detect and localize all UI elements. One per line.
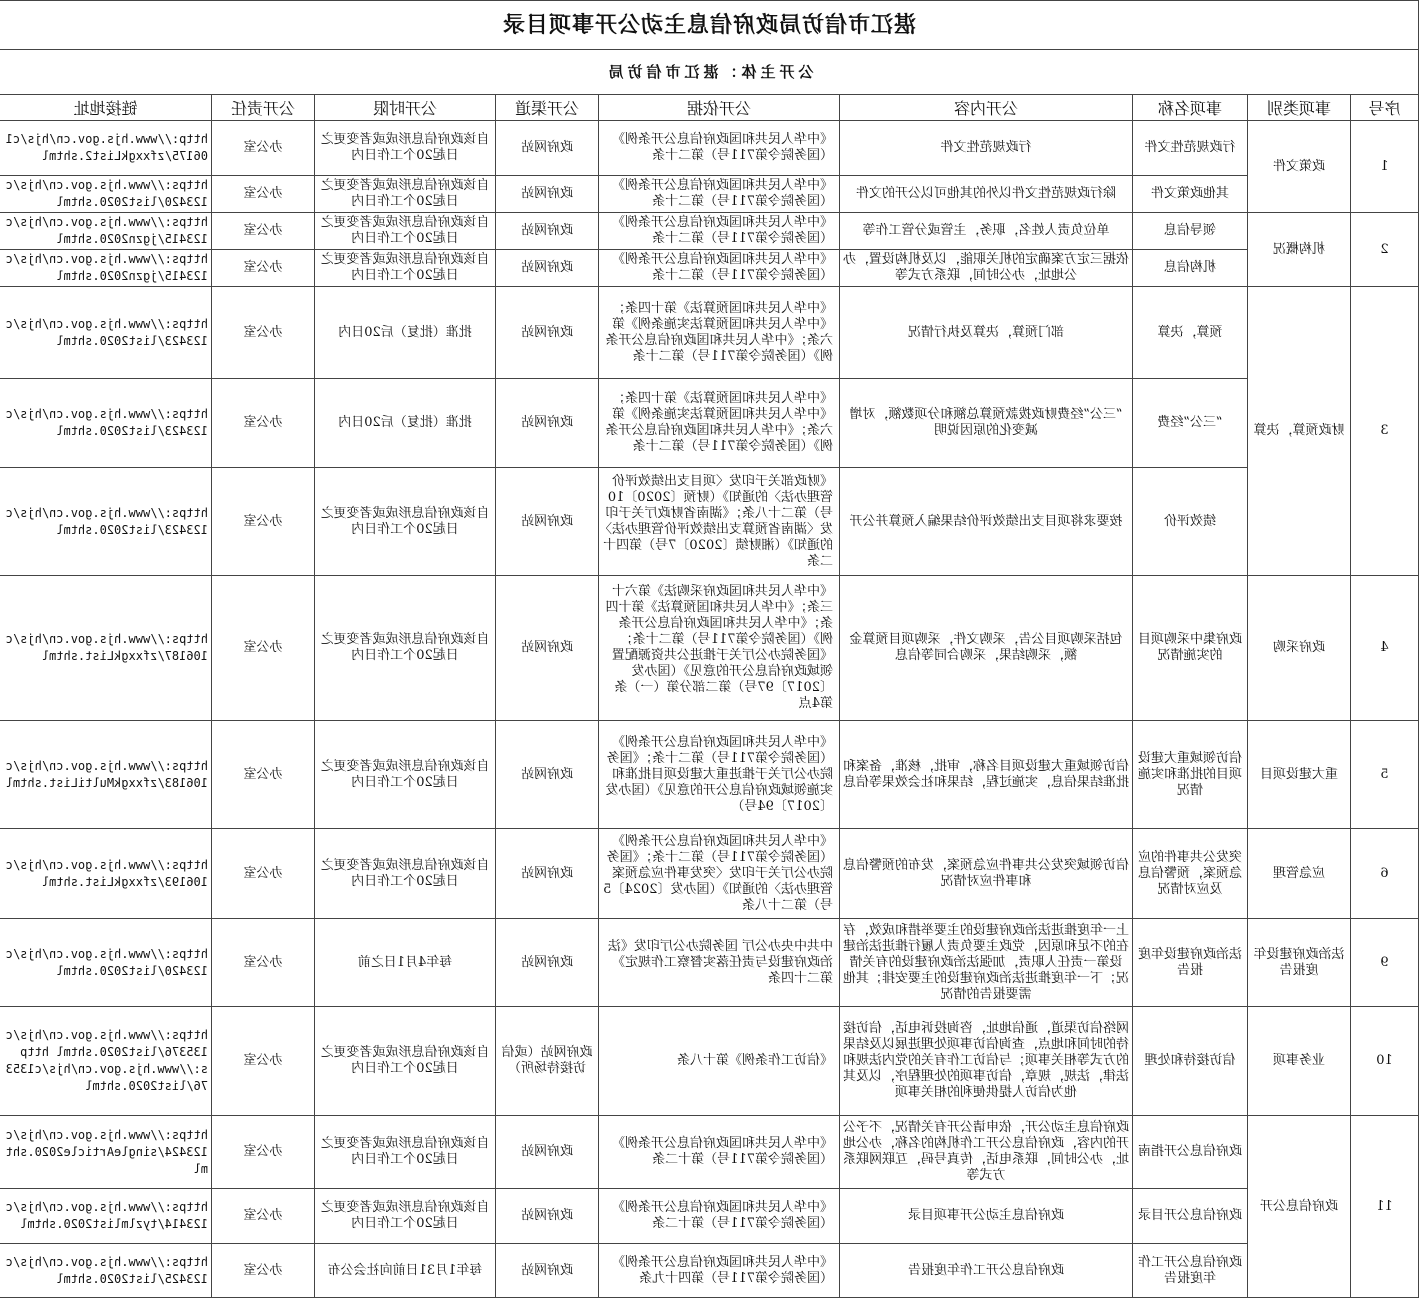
- item-name: 政府信息公开工作年度报告: [1133, 1244, 1248, 1298]
- item-channel: 政府网站: [496, 250, 599, 287]
- item-basis: 《财政部关于印发〈项目支出绩效评价管理办法〉的通知》（财预〔2020〕10号）第二十八条；《湖南省财政厅关于印发〈湖南省预算支出绩效评价管理办法〉的通知》（湘财绩〔2020〕7号）第四十二条: [599, 468, 840, 576]
- item-responsibility: 办公室: [212, 721, 315, 829]
- header-time-limit: 公开时限: [315, 95, 496, 121]
- item-basis: 《中华人民共和国政府采购法》第六十三条；《中华人民共和国预算法》第十四条；《中华人民共和国政府信息公开条例》（国务院令第711号）第二十条；《国务院办公厅关于推进公共资源配置领域政府信息公开的意见》（国办发〔2017〕97号）第二部分第（一）条第4点: [599, 576, 840, 721]
- item-responsibility: 办公室: [212, 379, 315, 468]
- item-channel: 政府网站: [496, 576, 599, 721]
- table-row: [0, 250, 1419, 287]
- item-time-limit: 自该政府信息形成或者变更之日起20个工作日内: [315, 1116, 496, 1189]
- table-row: [0, 379, 1419, 468]
- item-name: 机构信息: [1133, 250, 1248, 287]
- item-content: 单位负责人姓名，职务，主管或分管工作等: [840, 213, 1133, 250]
- item-link[interactable]: https://www.hjs.gov.cn/hjs/c123420/list2020.shtml: [0, 919, 212, 1007]
- item-link[interactable]: https://www.hjs.gov.cn/hjs/c123425/list2020.shtml: [0, 1244, 212, 1298]
- row-category: 政策文件: [1248, 121, 1351, 213]
- item-responsibility: 办公室: [212, 213, 315, 250]
- table-row: [0, 121, 1419, 176]
- item-content: 政府信息主动公开事项目录: [840, 1189, 1133, 1244]
- item-responsibility: 办公室: [212, 1007, 315, 1116]
- item-responsibility: 办公室: [212, 829, 315, 919]
- item-link[interactable]: https://www.hjs.gov.cn/hjs/c123423/list2020.shtml: [0, 468, 212, 576]
- item-name: “三公”经费: [1133, 379, 1248, 468]
- header-category: 事项类别: [1248, 95, 1351, 121]
- item-basis: 《中华人民共和国政府信息公开条例》（国务院令第711号）第十二条: [599, 1189, 840, 1244]
- item-link[interactable]: https://www.hjs.gov.cn/hjs/c123414/tyzlmlist2020.shtml: [0, 1189, 212, 1244]
- item-time-limit: 每年1月31日前向社会公布: [315, 1244, 496, 1298]
- item-link[interactable]: https://www.hjs.gov.cn/hjs/c123423/list2020.shtml: [0, 287, 212, 379]
- item-channel: 政府网站: [496, 1189, 599, 1244]
- item-name: 政府集中采购项目的实施情况: [1133, 576, 1248, 721]
- row-category: 政府信息公开: [1248, 1116, 1351, 1298]
- item-basis: 《中华人民共和国政府信息公开条例》（国务院令第711号）第十二条: [599, 1116, 840, 1189]
- table-row: [0, 721, 1419, 829]
- table-row: [0, 576, 1419, 721]
- item-time-limit: 自该政府信息形成或者变更之日起20个工作日内: [315, 176, 496, 213]
- table-row: [0, 468, 1419, 576]
- row-category: 政府采购: [1248, 576, 1351, 721]
- item-basis: 《中华人民共和国政府信息公开条例》（国务院令第711号）第二十条: [599, 121, 840, 176]
- item-basis: 《中华人民共和国政府信息公开条例》（国务院令第711号）第四十九条: [599, 1244, 840, 1298]
- item-channel: 政府网站: [496, 1116, 599, 1189]
- row-number: 1: [1351, 121, 1419, 213]
- item-link[interactable]: https://www.hjs.gov.cn/hjs/c106193/zfxxgkList.shtml: [0, 829, 212, 919]
- item-basis: 《信访工作条例》第十八条: [599, 1007, 840, 1116]
- item-name: 预算，决算: [1133, 287, 1248, 379]
- table-row: [0, 176, 1419, 213]
- item-name: 绩效评价: [1133, 468, 1248, 576]
- item-link[interactable]: http://www.hjs.gov.cn/hjs/c106175/zfxxgkList2.shtml: [0, 121, 212, 176]
- item-time-limit: 自该政府信息形成或者变更之日起20个工作日内: [315, 250, 496, 287]
- row-number: 11: [1351, 1116, 1419, 1298]
- item-link[interactable]: https://www.hjs.gov.cn/hjs/c106187/zfxxgkList.shtml: [0, 576, 212, 721]
- row-number: 6: [1351, 829, 1419, 919]
- item-time-limit: 自该政府信息形成或者变更之日起20个工作日内: [315, 576, 496, 721]
- header-link: 链接地址: [0, 95, 212, 121]
- item-name: 信访接待和处理: [1133, 1007, 1248, 1116]
- item-time-limit: 批准（批复）后20日内: [315, 287, 496, 379]
- item-basis: 《中华人民共和国政府信息公开条例》（国务院令第711号）第二十条；《国务院办公厅关于推进重大建设项目批准和实施领域政府信息公开的意见》（国办发〔2017〕94号）: [599, 721, 840, 829]
- item-channel: 政府网站: [496, 121, 599, 176]
- item-content: 网络信访渠道，通信地址，咨询投诉电话，信访接待的时间和地点，查询信访事项处理进展以及结果的方式等相关事项；与信访工作有关的党内法规和法律，法规，规章，信访事项的处理程序，以及其他为信访人提供便利的相关事项: [840, 1007, 1133, 1116]
- header-content: 公开内容: [840, 95, 1133, 121]
- item-link[interactable]: https://www.hjs.gov.cn/hjs/c123423/list2020.shtml: [0, 379, 212, 468]
- item-responsibility: 办公室: [212, 121, 315, 176]
- row-category: 重大建设项目: [1248, 721, 1351, 829]
- item-channel: 政府网站（或信访接待场所）: [496, 1007, 599, 1116]
- header-item-name: 事项名称: [1133, 95, 1248, 121]
- item-time-limit: 自该政府信息形成或者变更之日起20个工作日内: [315, 829, 496, 919]
- item-basis: 《中华人民共和国政府信息公开条例》（国务院令第711号）第二十条: [599, 176, 840, 213]
- row-number: 4: [1351, 576, 1419, 721]
- item-content: 按要求将项目支出绩效评价结果编入预算并公开: [840, 468, 1133, 576]
- header-no: 序号: [1351, 95, 1419, 121]
- item-responsibility: 办公室: [212, 576, 315, 721]
- item-time-limit: 自该政府信息形成或者变更之日起20个工作日内: [315, 121, 496, 176]
- item-name: 政府信息公开目录: [1133, 1189, 1248, 1244]
- item-link[interactable]: https://www.hjs.gov.cn/hjs/c123415/jgzn2020.shtml: [0, 250, 212, 287]
- item-channel: 政府网站: [496, 829, 599, 919]
- item-name: 政府信息公开指南: [1133, 1116, 1248, 1189]
- item-name: 行政规范性文件: [1133, 121, 1248, 176]
- item-link[interactable]: https://www.hjs.gov.cn/hjs/c123420/list2020.shtml: [0, 176, 212, 213]
- item-content: 政府信息主动公开，依申请公开有关情况，不予公开的内容，政府信息公开工作机构的名称，办公地址，办公时间，联系电话，传真号码，互联网联系方式等: [840, 1116, 1133, 1189]
- item-content: 依据三定方案确定的机关职能，以及机构设置，办公地址，办公时间，联系方式等: [840, 250, 1133, 287]
- item-time-limit: 自该政府信息形成或者变更之日起20个工作日内: [315, 213, 496, 250]
- table-row: [0, 829, 1419, 919]
- item-time-limit: 批准（批复）后20日内: [315, 379, 496, 468]
- item-basis: 中共中央办公厅 国务院办公厅印发《法治政府建设与责任落实督察工作规定》第二十四条: [599, 919, 840, 1007]
- row-number: 10: [1351, 1007, 1419, 1116]
- table-row: [0, 213, 1419, 250]
- item-name: 领导信息: [1133, 213, 1248, 250]
- item-content: 除行政规范性文件以外的其他可以公开的文件: [840, 176, 1133, 213]
- header-basis: 公开依据: [599, 95, 840, 121]
- item-basis: 《中华人民共和国预算法》第十四条；《中华人民共和国预算法实施条例》第六条；《中华人民共和国政府信息公开条例》（国务院令第711号）第二十条: [599, 379, 840, 468]
- item-content: 政府信息公开工作年度报告: [840, 1244, 1133, 1298]
- table-row: [0, 1007, 1419, 1116]
- item-channel: 政府网站: [496, 468, 599, 576]
- item-link[interactable]: https://www.hjs.gov.cn/hjs/c123424/singleArticle2020.shtml: [0, 1116, 212, 1189]
- item-name: 突发公共事件的应急预案，预警信息及应对情况: [1133, 829, 1248, 919]
- row-category: 业务事项: [1248, 1007, 1351, 1116]
- item-content: “三公”经费财政拨款预算总额和分项数额，对增减变化的原因说明: [840, 379, 1133, 468]
- row-category: 机构概况: [1248, 213, 1351, 287]
- item-channel: 政府网站: [496, 1244, 599, 1298]
- row-category: 法治政府建设年度报告: [1248, 919, 1351, 1007]
- item-responsibility: 办公室: [212, 1189, 315, 1244]
- item-channel: 政府网站: [496, 919, 599, 1007]
- item-channel: 政府网站: [496, 721, 599, 829]
- row-number: 3: [1351, 287, 1419, 576]
- item-basis: 《中华人民共和国政府信息公开条例》（国务院令第711号）第二十条: [599, 213, 840, 250]
- item-link[interactable]: https://www.hjs.gov.cn/hjs/c135376/list2020.shtml https://www.hjs.gov.cn/hjs/c135376/list2020.shtml: [0, 1007, 212, 1116]
- item-responsibility: 办公室: [212, 287, 315, 379]
- item-content: 信访领域突发公共事件应急预案，发布的预警信息和事件应对情况: [840, 829, 1133, 919]
- item-time-limit: 自该政府信息形成或者变更之日起20个工作日内: [315, 1007, 496, 1116]
- row-number: 5: [1351, 721, 1419, 829]
- table-row: [0, 1189, 1419, 1244]
- item-responsibility: 办公室: [212, 250, 315, 287]
- item-content: 上一年度推进法治政府建设的主要举措和成效，存在的不足和原因，党政主要负责人履行推进法治建设第一责任人职责，加强法治政府建设的有关情况；下一年度推进法治政府建设的主要安排；其他需要报告的情况: [840, 919, 1133, 1007]
- item-channel: 政府网站: [496, 213, 599, 250]
- item-time-limit: 自该政府信息形成或者变更之日起20个工作日内: [315, 721, 496, 829]
- item-content: 包括采购项目公告，采购文件，采购项目预算金额，采购结果，采购合同等信息: [840, 576, 1133, 721]
- item-channel: 政府网站: [496, 176, 599, 213]
- item-responsibility: 办公室: [212, 176, 315, 213]
- header-row: [0, 95, 1419, 121]
- item-name: 法治政府建设年度报告: [1133, 919, 1248, 1007]
- item-content: 部门预算，决算及执行情况: [840, 287, 1133, 379]
- item-link[interactable]: https://www.hjs.gov.cn/hjs/c123415/jgzn2020.shtml: [0, 213, 212, 250]
- item-basis: 《中华人民共和国政府信息公开条例》（国务院令第711号）第二十条: [599, 250, 840, 287]
- row-number: 2: [1351, 213, 1419, 287]
- page-subtitle: 公开主体：湛江市信访局: [0, 50, 1419, 95]
- item-channel: 政府网站: [496, 379, 599, 468]
- item-link[interactable]: https://www.hjs.gov.cn/hjs/c106183/zfxxgkMultiList.shtml: [0, 721, 212, 829]
- table-row: [0, 1116, 1419, 1189]
- item-content: 行政规范性文件: [840, 121, 1133, 176]
- item-name: 其他政策文件: [1133, 176, 1248, 213]
- item-responsibility: 办公室: [212, 919, 315, 1007]
- item-responsibility: 办公室: [212, 1244, 315, 1298]
- item-time-limit: 自该政府信息形成或者变更之日起20个工作日内: [315, 1189, 496, 1244]
- item-name: 信访领域重大建设项目的批准和实施情况: [1133, 721, 1248, 829]
- row-category: 应急管理: [1248, 829, 1351, 919]
- item-channel: 政府网站: [496, 287, 599, 379]
- item-basis: 《中华人民共和国政府信息公开条例》（国务院令第711号）第二十条；《国务院办公厅关于印发〈突发事件应急预案管理办法〉的通知》（国办发〔2024〕5号）第二十八条: [599, 829, 840, 919]
- item-responsibility: 办公室: [212, 468, 315, 576]
- row-category: 财政预算，决算: [1248, 287, 1351, 576]
- page-title: 湛江市信访局政府信息主动公开事项目录: [0, 1, 1419, 50]
- table-row: [0, 287, 1419, 379]
- row-number: 9: [1351, 919, 1419, 1007]
- item-responsibility: 办公室: [212, 1116, 315, 1189]
- table-row: [0, 1244, 1419, 1298]
- header-responsibility: 公开责任: [212, 95, 315, 121]
- item-time-limit: 每年4月1日之前: [315, 919, 496, 1007]
- item-content: 信访领域重大建设项目名称，审批，核准，备案和批准结果信息，实施过程，结果和社会效果等信息: [840, 721, 1133, 829]
- item-time-limit: 自该政府信息形成或者变更之日起20个工作日内: [315, 468, 496, 576]
- item-basis: 《中华人民共和国预算法》第十四条；《中华人民共和国预算法实施条例》第六条；《中华人民共和国政府信息公开条例》（国务院令第711号）第二十条: [599, 287, 840, 379]
- header-channel: 公开渠道: [496, 95, 599, 121]
- table-row: [0, 919, 1419, 1007]
